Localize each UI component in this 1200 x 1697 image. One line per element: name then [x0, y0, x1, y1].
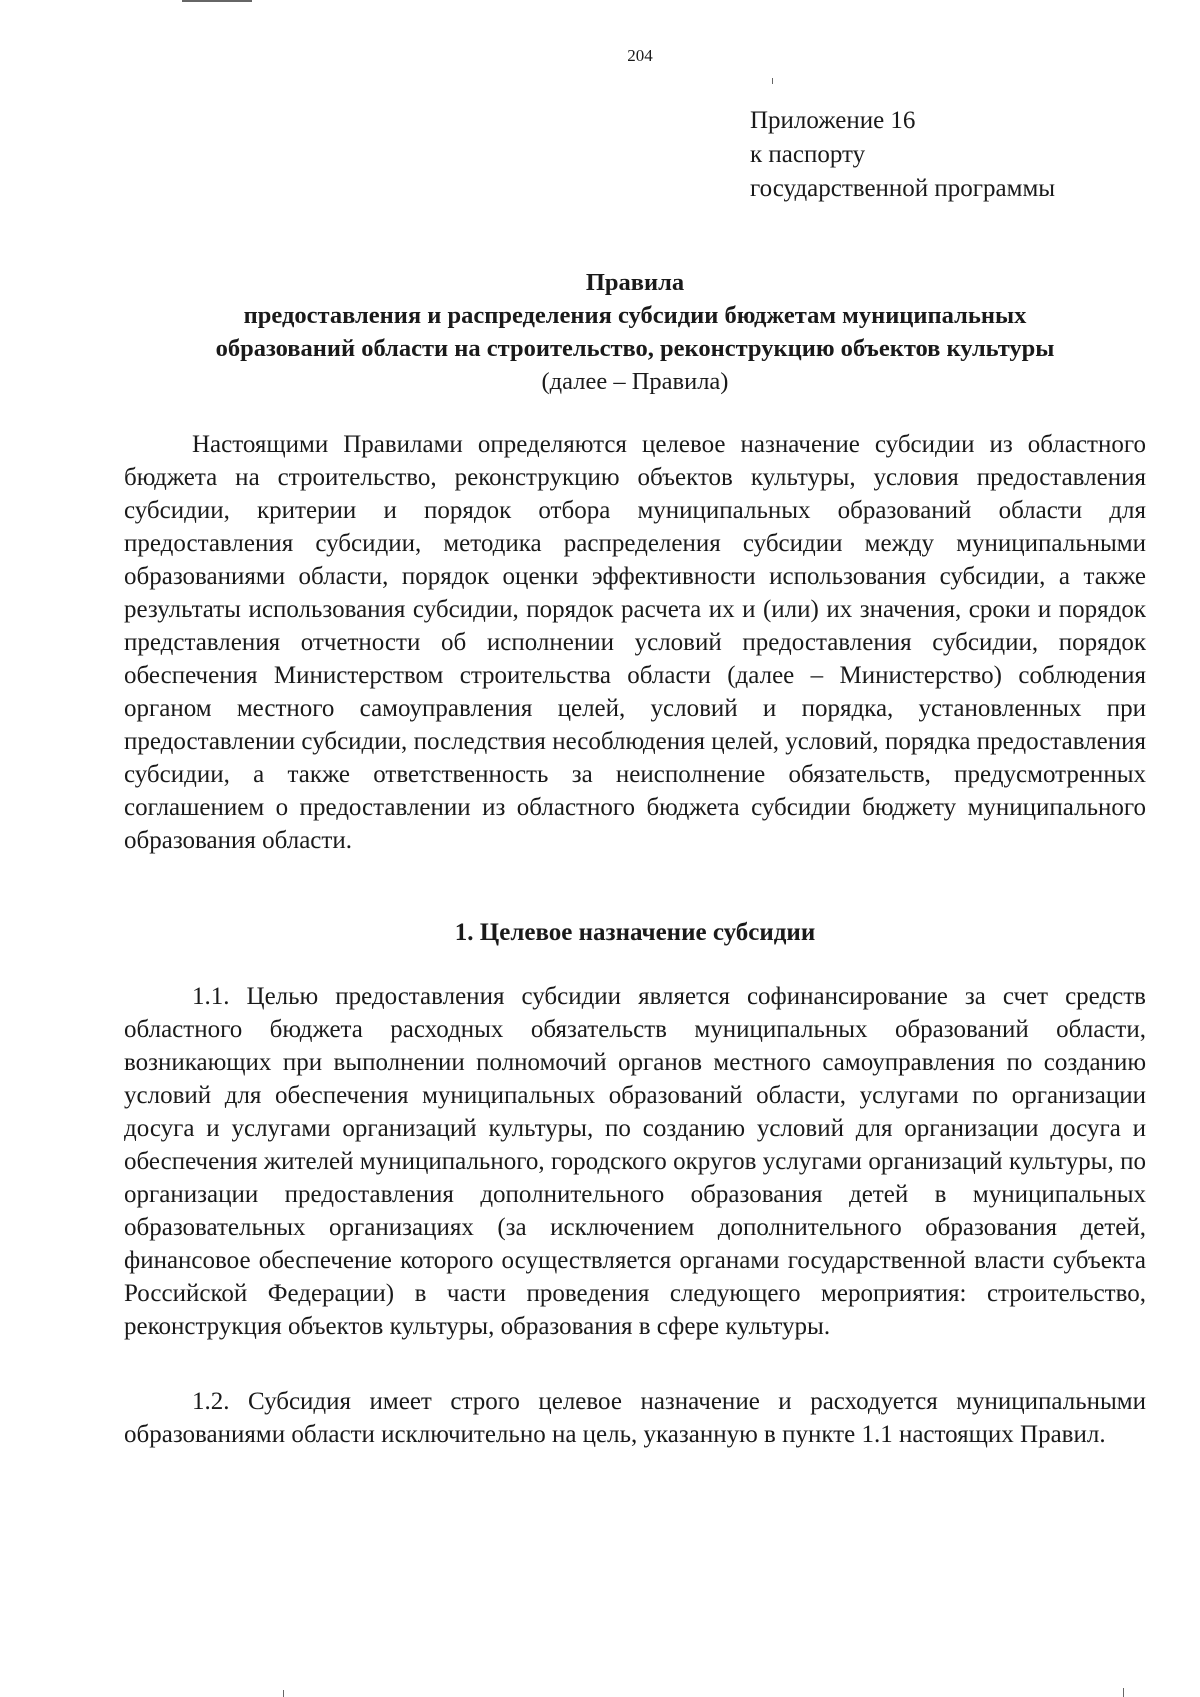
paragraph-1-2: 1.2. Субсидия имеет строго целевое назначение и расходуется муниципальными образованиями области исключительно на цель, указанную в пункте 1.1 настоящих Правил. [124, 1388, 1146, 1448]
appendix-line-1: Приложение 16 [750, 107, 916, 134]
appendix-line-3: государственной программы [750, 175, 1056, 202]
title-line-1: предоставления и распределения субсидии бюджетам муниципальных [243, 302, 1027, 329]
title-line-2: образований области на строительство, реконструкцию объектов культуры [215, 335, 1055, 362]
title-heading: Правила [585, 269, 685, 296]
appendix-reference [750, 104, 1055, 206]
page-number: 204 [627, 46, 653, 65]
document-title [130, 266, 1140, 398]
scan-artifact-bottom-right [1123, 1688, 1124, 1697]
title-note: (далее – Правила) [541, 368, 729, 395]
section-1-heading: 1. Целевое назначение субсидии [454, 919, 816, 946]
scan-artifact-tick [772, 78, 773, 84]
appendix-line-2: к паспорту [750, 141, 866, 168]
paragraph-1-1: 1.1. Целью предоставления субсидии является софинансирование за счет средств областного бюджета расходных обязательств муниципальных образований области, возникающих при выполнении полномочий органов местного самоуправления по созданию условий для обеспечения муниципальных образований области, услугами по организации досуга и услугами организаций культуры, по созданию условий для организации досуга и обеспечения жителей муниципального, городского округов услугами организаций культуры, по организации предоставления дополнительного образования детей в муниципальных образовательных организациях (за исключением дополнительного образования детей, финансовое обеспечение которого осуществляется органами государственной власти субъекта Российской Федерации) в части проведения следующего мероприятия: строительство, реконструкция объектов культуры, образования в сфере культуры. [124, 983, 1146, 1340]
intro-paragraph: Настоящими Правилами определяются целевое назначение субсидии из областного бюджета на строительство, реконструкцию объектов культуры, условия предоставления субсидии, критерии и порядок отбора муниципальных образований области для предоставления субсидии, методика распределения субсидии между муниципальными образованиями области, порядок оценки эффективности использования субсидии, а также результаты использования субсидии, порядок расчета их и (или) их значения, сроки и порядок представления отчетности об исполнении условий предоставления субсидии, порядок обеспечения Министерством строительства области (далее – Министерство) соблюдения органом местного самоуправления целей, условий и порядка, установленных при предоставлении субсидии, последствия несоблюдения целей, условий, порядка предоставления субсидии, а также ответственность за неисполнение обязательств, предусмотренных соглашением о предоставлении из областного бюджета субсидии бюджету муниципального образования области. [124, 431, 1146, 854]
scan-artifact-top [182, 0, 252, 2]
scan-artifact-bottom-left [283, 1690, 284, 1697]
